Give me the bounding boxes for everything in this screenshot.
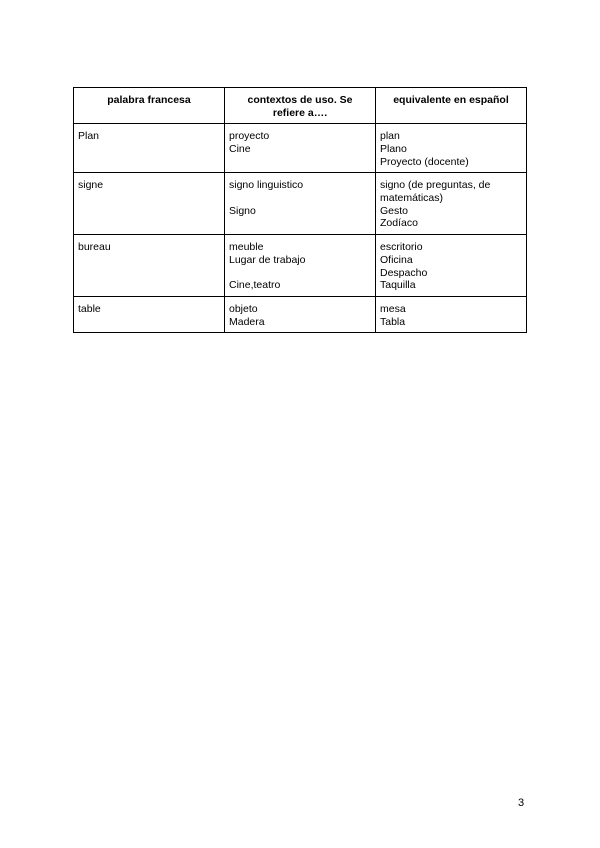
header-contexts: contextos de uso. Se refiere a…. [225, 88, 376, 124]
cell-line: Lugar de trabajo [229, 253, 306, 266]
cell-line: Madera [229, 315, 265, 328]
table-row [74, 235, 527, 297]
cell-line: meuble [229, 241, 264, 253]
cell-line: Plan [78, 130, 100, 142]
cell-line: Gesto [380, 204, 409, 217]
cell-contexts [225, 124, 376, 173]
cell-line: table [78, 303, 101, 315]
vocabulary-table [73, 87, 527, 333]
vocabulary-table-container [73, 87, 526, 333]
cell-line: Zodíaco [380, 217, 418, 230]
cell-line: signo linguistico [229, 179, 304, 191]
header-french-word: palabra francesa [74, 88, 225, 124]
cell-contexts [225, 235, 376, 297]
cell-line: objeto [229, 303, 258, 315]
table-row [74, 124, 527, 173]
cell-line: Cine,teatro [229, 279, 281, 292]
cell-line: Proyecto (docente) [380, 155, 469, 168]
cell-line: bureau [78, 241, 111, 253]
cell-spanish [376, 297, 527, 333]
cell-line: escritorio [380, 241, 423, 253]
cell-line: signo (de preguntas, de matemáticas) [380, 179, 491, 204]
cell-line: Tabla [380, 315, 406, 328]
table-header-row [74, 88, 527, 124]
cell-line: Plano [380, 142, 407, 155]
cell-french [74, 124, 225, 173]
cell-french [74, 235, 225, 297]
page-number: 3 [518, 797, 525, 809]
cell-line-blank [229, 192, 371, 205]
cell-line: Despacho [380, 266, 428, 279]
cell-spanish [376, 124, 527, 173]
cell-line: Cine [229, 142, 251, 155]
cell-line: mesa [380, 303, 406, 315]
cell-line: proyecto [229, 130, 270, 142]
cell-french [74, 173, 225, 235]
cell-line: Signo [229, 204, 256, 217]
cell-line-blank [229, 267, 371, 280]
table-row [74, 297, 527, 333]
header-spanish-equivalent: equivalente en español [376, 88, 527, 124]
cell-french [74, 297, 225, 333]
cell-line: Oficina [380, 253, 413, 266]
cell-line: signe [78, 179, 104, 191]
table-row [74, 173, 527, 235]
cell-line: Taquilla [380, 279, 416, 292]
cell-line: plan [380, 130, 400, 142]
cell-spanish [376, 235, 527, 297]
cell-contexts [225, 297, 376, 333]
cell-spanish [376, 173, 527, 235]
cell-contexts [225, 173, 376, 235]
